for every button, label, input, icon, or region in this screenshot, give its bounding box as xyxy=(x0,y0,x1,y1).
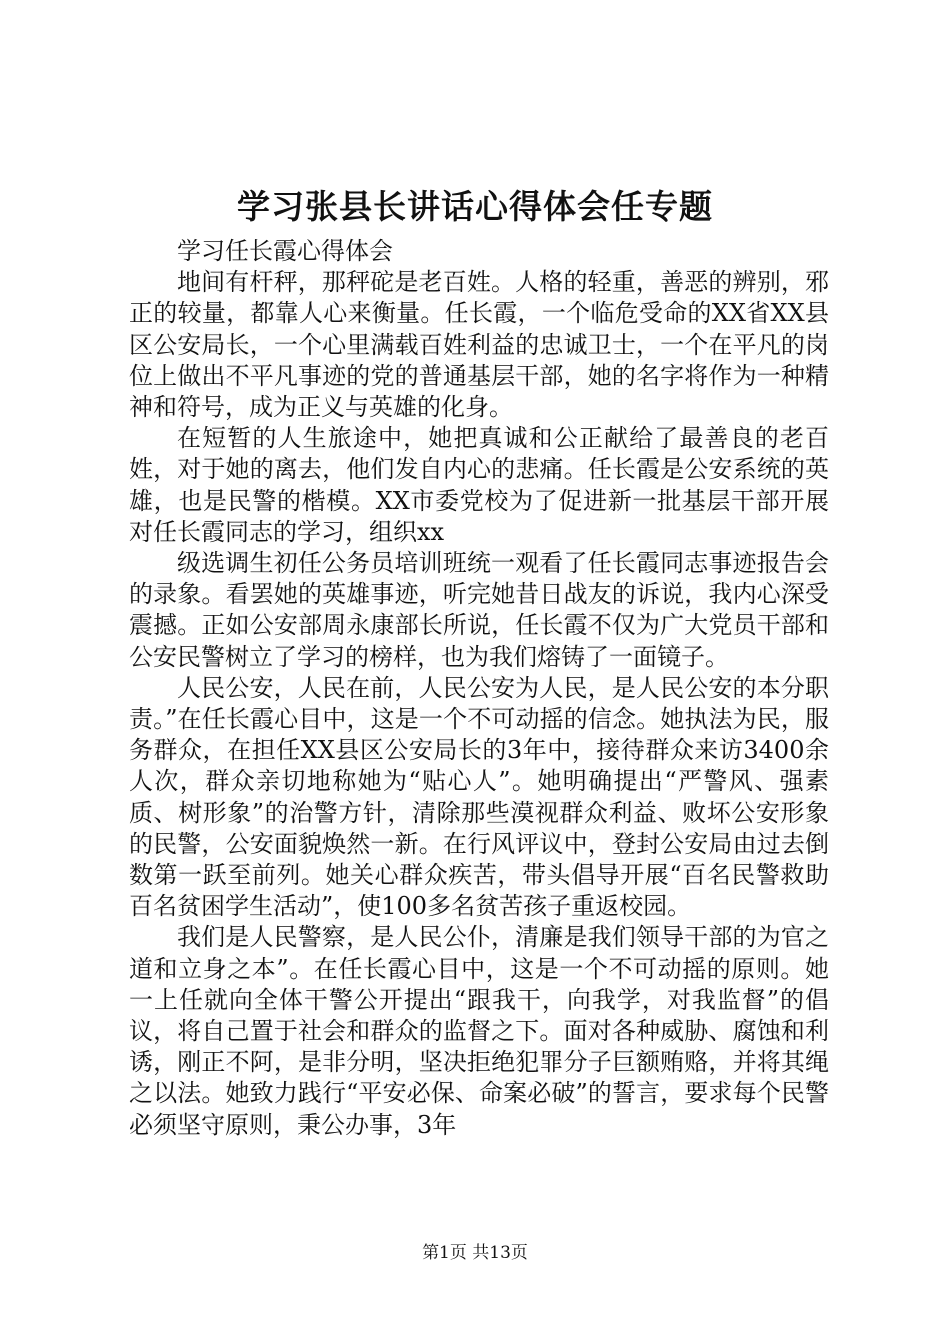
paragraph: 在短暂的人生旅途中，她把真诚和公正献给了最善良的老百姓，对于她的离去，他们发自内心的悲痛。任长霞是公安系统的英雄，也是民警的楷模。XX市委党校为了促进新一批基层干部开展对任长霞同志的学习，组织xx xyxy=(129,424,829,546)
paragraph-subtitle: 学习任长霞心得体会 xyxy=(177,237,393,265)
paragraph: 地间有杆秤，那秤砣是老百姓。人格的轻重，善恶的辨别，邪正的较量，都靠人心来衡量。任长霞，一个临危受命的XX省XX县区公安局长，一个心里满载百姓利益的忠诚卫士，一个在平凡的岗位上做出不平凡事迹的党的普通基层干部，她的名字将作为一种精神和符号，成为正义与英雄的化身。 xyxy=(129,268,829,422)
paragraph: 级选调生初任公务员培训班统一观看了任长霞同志事迹报告会的录象。看罢她的英雄事迹，听完她昔日战友的诉说，我内心深受震撼。正如公安部周永康部长所说，任长霞不仅为广大党员干部和公安民警树立了学习的榜样，也为我们熔铸了一面镜子。 xyxy=(129,549,829,671)
paragraph: 我们是人民警察，是人民公仆，清廉是我们领导干部的为官之道和立身之本”。在任长霞心目中，这是一个不可动摇的原则。她一上任就向全体干警公开提出“跟我干，向我学，对我监督”的倡议，将自己置于社会和群众的监督之下。面对各种威胁、腐蚀和利诱，刚正不阿，是非分明，坚决拒绝犯罪分子巨额贿赂，并将其绳之以法。她致力践行“平安必保、命案必破”的誓言，要求每个民警必须坚守原则，秉公办事，3年 xyxy=(129,923,829,1139)
document-title: 学习张县长讲话心得体会任专题 xyxy=(237,187,713,226)
document-body xyxy=(129,236,829,1141)
page-number-footer: 第1页 共13页 xyxy=(422,1243,528,1263)
paragraph: 人民公安，人民在前，人民公安为人民，是人民公安的本分职责。”在任长霞心目中，这是一个不可动摇的信念。她执法为民，服务群众，在担任XX县区公安局长的3年中，接待群众来访3400余人次，群众亲切地称她为“贴心人”。她明确提出“严警风、强素质、树形象”的治警方针，清除那些漠视群众利益、败坏公安形象的民警，公安面貌焕然一新。在行风评议中，登封公安局由过去倒数第一跃至前列。她关心群众疾苦，带头倡导开展“百名民警救助百名贫困学生活动”，使100多名贫苦孩子重返校园。 xyxy=(129,673,829,921)
